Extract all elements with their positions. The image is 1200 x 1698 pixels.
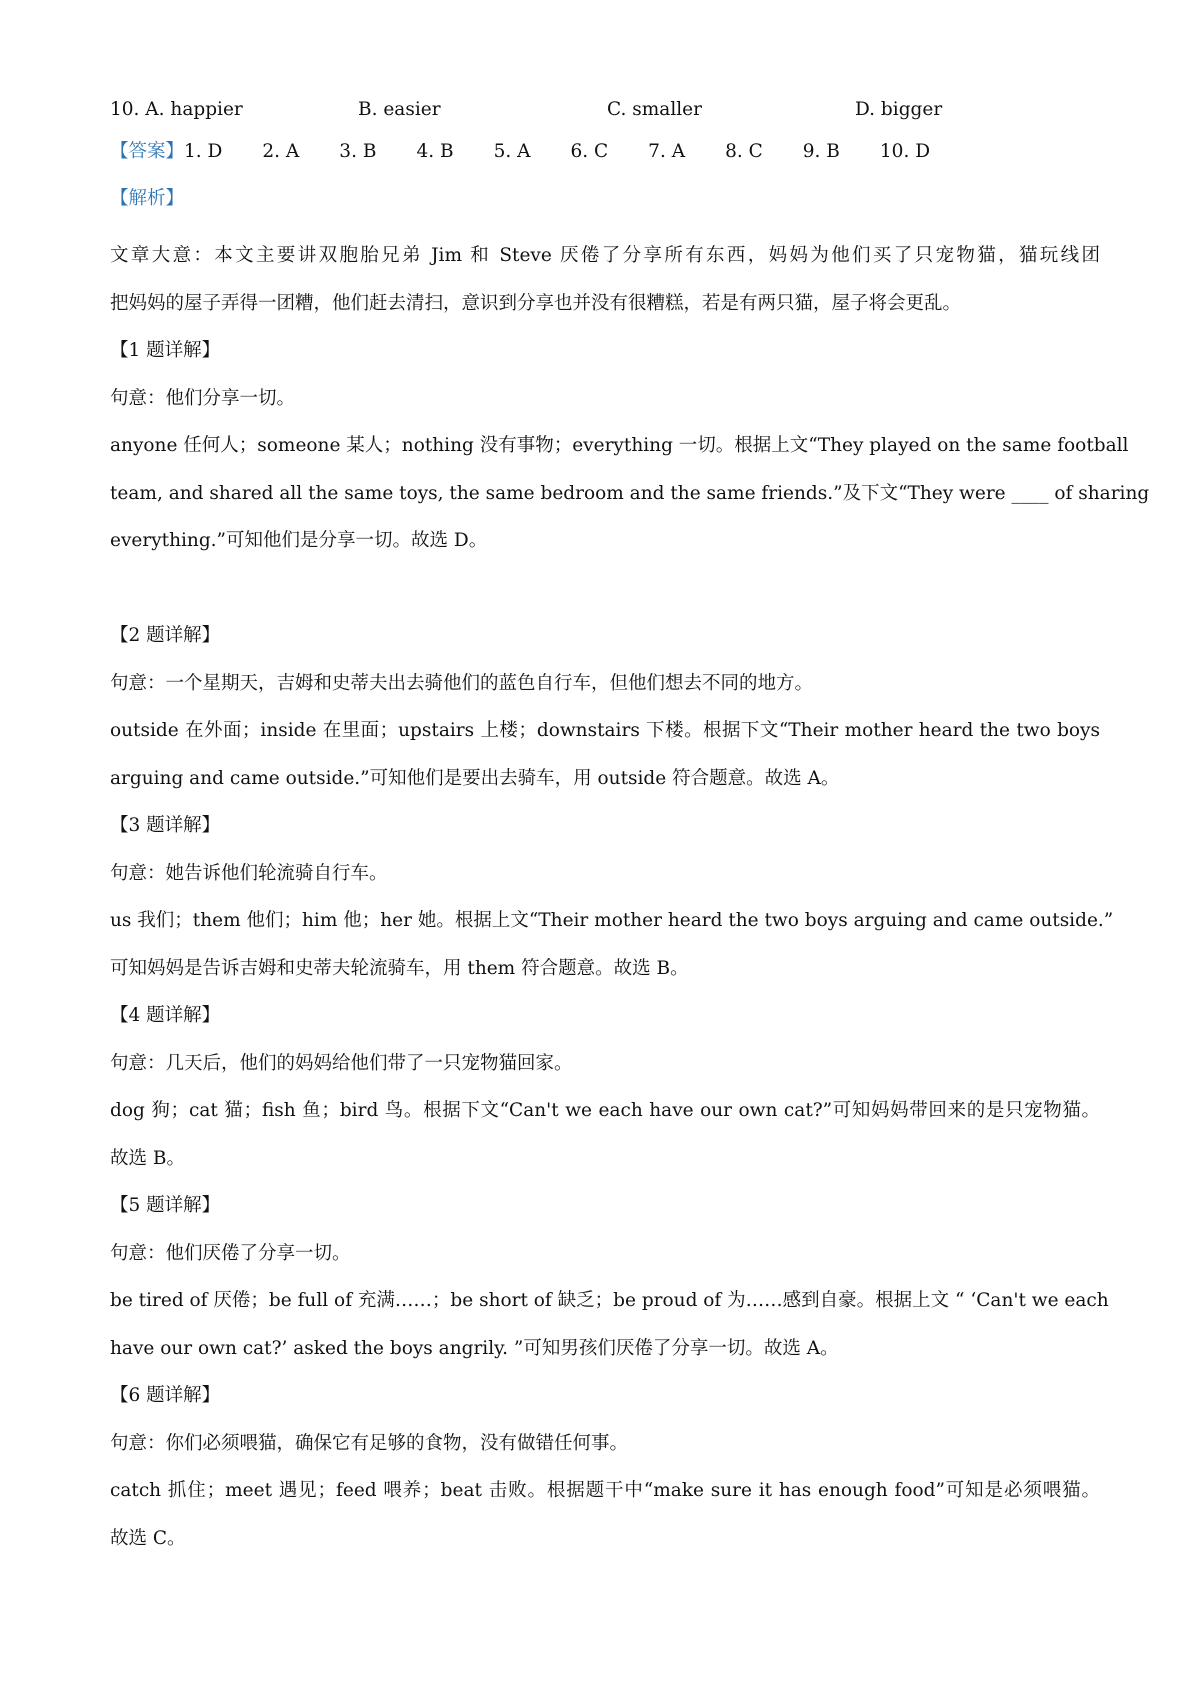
analysis-label: 【解析】 <box>110 188 185 209</box>
answer-label: 【答案】 <box>110 141 185 162</box>
section-line: be tired of 厌倦；be full of 充满……；be short of 缺乏；be proud of 为……感到自豪。根据上文 “ ‘Can't we each <box>110 1290 1109 1311</box>
section-line: team, and shared all the same toys, the same bedroom and the same friends.”及下文“They were ____ of sharing <box>110 483 1150 504</box>
section-title: 【1 题详解】 <box>110 340 221 361</box>
option-a: 10. A. happier <box>110 99 243 120</box>
section-title: 【5 题详解】 <box>110 1195 221 1216</box>
option-b: B. easier <box>358 99 441 120</box>
answer-item: 1. D <box>184 141 223 162</box>
answer-item: 5. A <box>493 141 531 162</box>
section-meaning: 句意：他们分享一切。 <box>110 388 296 409</box>
answer-item: 4. B <box>416 141 454 162</box>
section-title: 【6 题详解】 <box>110 1385 221 1406</box>
section-line: anyone 任何人；someone 某人；nothing 没有事物；everything 一切。根据上文“They played on the same football <box>110 435 1129 456</box>
section-meaning: 句意：一个星期天，吉姆和史蒂夫出去骑他们的蓝色自行车，但他们想去不同的地方。 <box>110 673 814 694</box>
section-line: 故选 B。 <box>110 1148 185 1169</box>
section-line: 可知妈妈是告诉吉姆和史蒂夫轮流骑车，用 them 符合题意。故选 B。 <box>110 958 689 979</box>
section-meaning: 句意：你们必须喂猫，确保它有足够的食物，没有做错任何事。 <box>110 1433 629 1454</box>
section-meaning: 句意：几天后，他们的妈妈给他们带了一只宠物猫回家。 <box>110 1053 573 1074</box>
section-title: 【3 题详解】 <box>110 815 221 836</box>
section-line: have our own cat?’ asked the boys angrily. ”可知男孩们厌倦了分享一切。故选 A。 <box>110 1338 839 1359</box>
section-line: dog 狗；cat 猫；fish 鱼；bird 鸟。根据下文“Can't we each have our own cat?”可知妈妈带回来的是只宠物猫。 <box>110 1100 1100 1121</box>
section-title: 【4 题详解】 <box>110 1005 221 1026</box>
section-line: outside 在外面；inside 在里面；upstairs 上楼；downstairs 下楼。根据下文“Their mother heard the two boys <box>110 720 1100 741</box>
section-line: arguing and came outside.”可知他们是要出去骑车，用 outside 符合题意。故选 A。 <box>110 768 840 789</box>
option-c: C. smaller <box>607 99 702 120</box>
answer-item: 7. A <box>648 141 686 162</box>
answer-item: 3. B <box>339 141 377 162</box>
answer-item: 8. C <box>725 141 763 162</box>
answer-item: 10. D <box>879 141 931 162</box>
summary-line: 把妈妈的屋子弄得一团糟，他们赶去清扫，意识到分享也并没有很糟糕，若是有两只猫，屋子将会更乱。 <box>110 293 962 314</box>
option-d: D. bigger <box>855 99 943 120</box>
section-line: catch 抓住；meet 遇见；feed 喂养；beat 击败。根据题干中“make sure it has enough food”可知是必须喂猫。 <box>110 1480 1100 1501</box>
answer-item: 9. B <box>802 141 840 162</box>
section-line: us 我们；them 他们；him 他；her 她。根据上文“Their mother heard the two boys arguing and came outside.” <box>110 910 1114 931</box>
section-meaning: 句意：他们厌倦了分享一切。 <box>110 1243 351 1264</box>
section-meaning: 句意：她告诉他们轮流骑自行车。 <box>110 863 388 884</box>
section-line: everything.”可知他们是分享一切。故选 D。 <box>110 530 488 551</box>
answer-line <box>110 139 1100 165</box>
summary-line: 文章大意：本文主要讲双胞胎兄弟 Jim 和 Steve 厌倦了分享所有东西，妈妈为他们买了只宠物猫，猫玩线团 <box>110 245 1100 266</box>
section-title: 【2 题详解】 <box>110 625 221 646</box>
answer-item: 6. C <box>570 141 609 162</box>
answer-item: 2. A <box>262 141 300 162</box>
section-line: 故选 C。 <box>110 1528 186 1549</box>
